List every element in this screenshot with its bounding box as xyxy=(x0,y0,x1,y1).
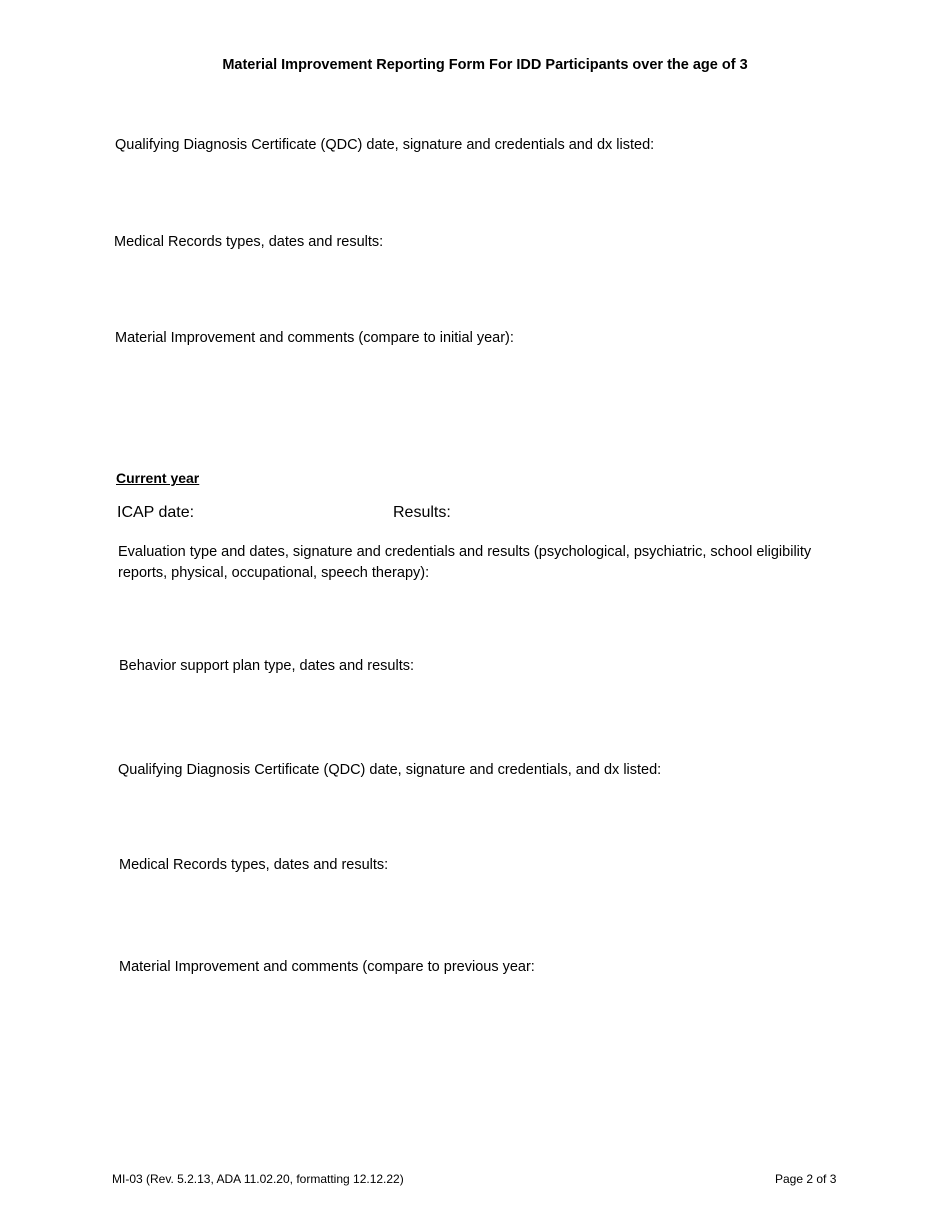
page-number: Page 2 of 3 xyxy=(775,1172,837,1186)
behavior-support-label: Behavior support plan type, dates and results: xyxy=(119,658,415,674)
results-label: Results: xyxy=(393,504,451,521)
qdc-label-current: Qualifying Diagnosis Certificate (QDC) date, signature and credentials, and dx listed: xyxy=(118,762,662,778)
material-improvement-label-current: Material Improvement and comments (compare to previous year: xyxy=(119,959,535,975)
medical-records-label-current: Medical Records types, dates and results: xyxy=(119,857,389,873)
material-improvement-label-initial: Material Improvement and comments (compare to initial year): xyxy=(115,330,514,346)
evaluation-label: Evaluation type and dates, signature and credentials and results (psychological, psychiatric, school eligibility reports, physical, occupational, speech therapy): xyxy=(118,544,812,581)
form-id-footer: MI-03 (Rev. 5.2.13, ADA 11.02.20, formatting 12.12.22) xyxy=(112,1172,404,1186)
current-year-heading: Current year xyxy=(116,470,200,486)
qdc-label-initial: Qualifying Diagnosis Certificate (QDC) date, signature and credentials and dx listed: xyxy=(115,137,655,153)
page-title: Material Improvement Reporting Form For IDD Participants over the age of 3 xyxy=(222,57,748,73)
icap-date-label: ICAP date: xyxy=(117,504,195,521)
medical-records-label-initial: Medical Records types, dates and results: xyxy=(114,234,384,250)
